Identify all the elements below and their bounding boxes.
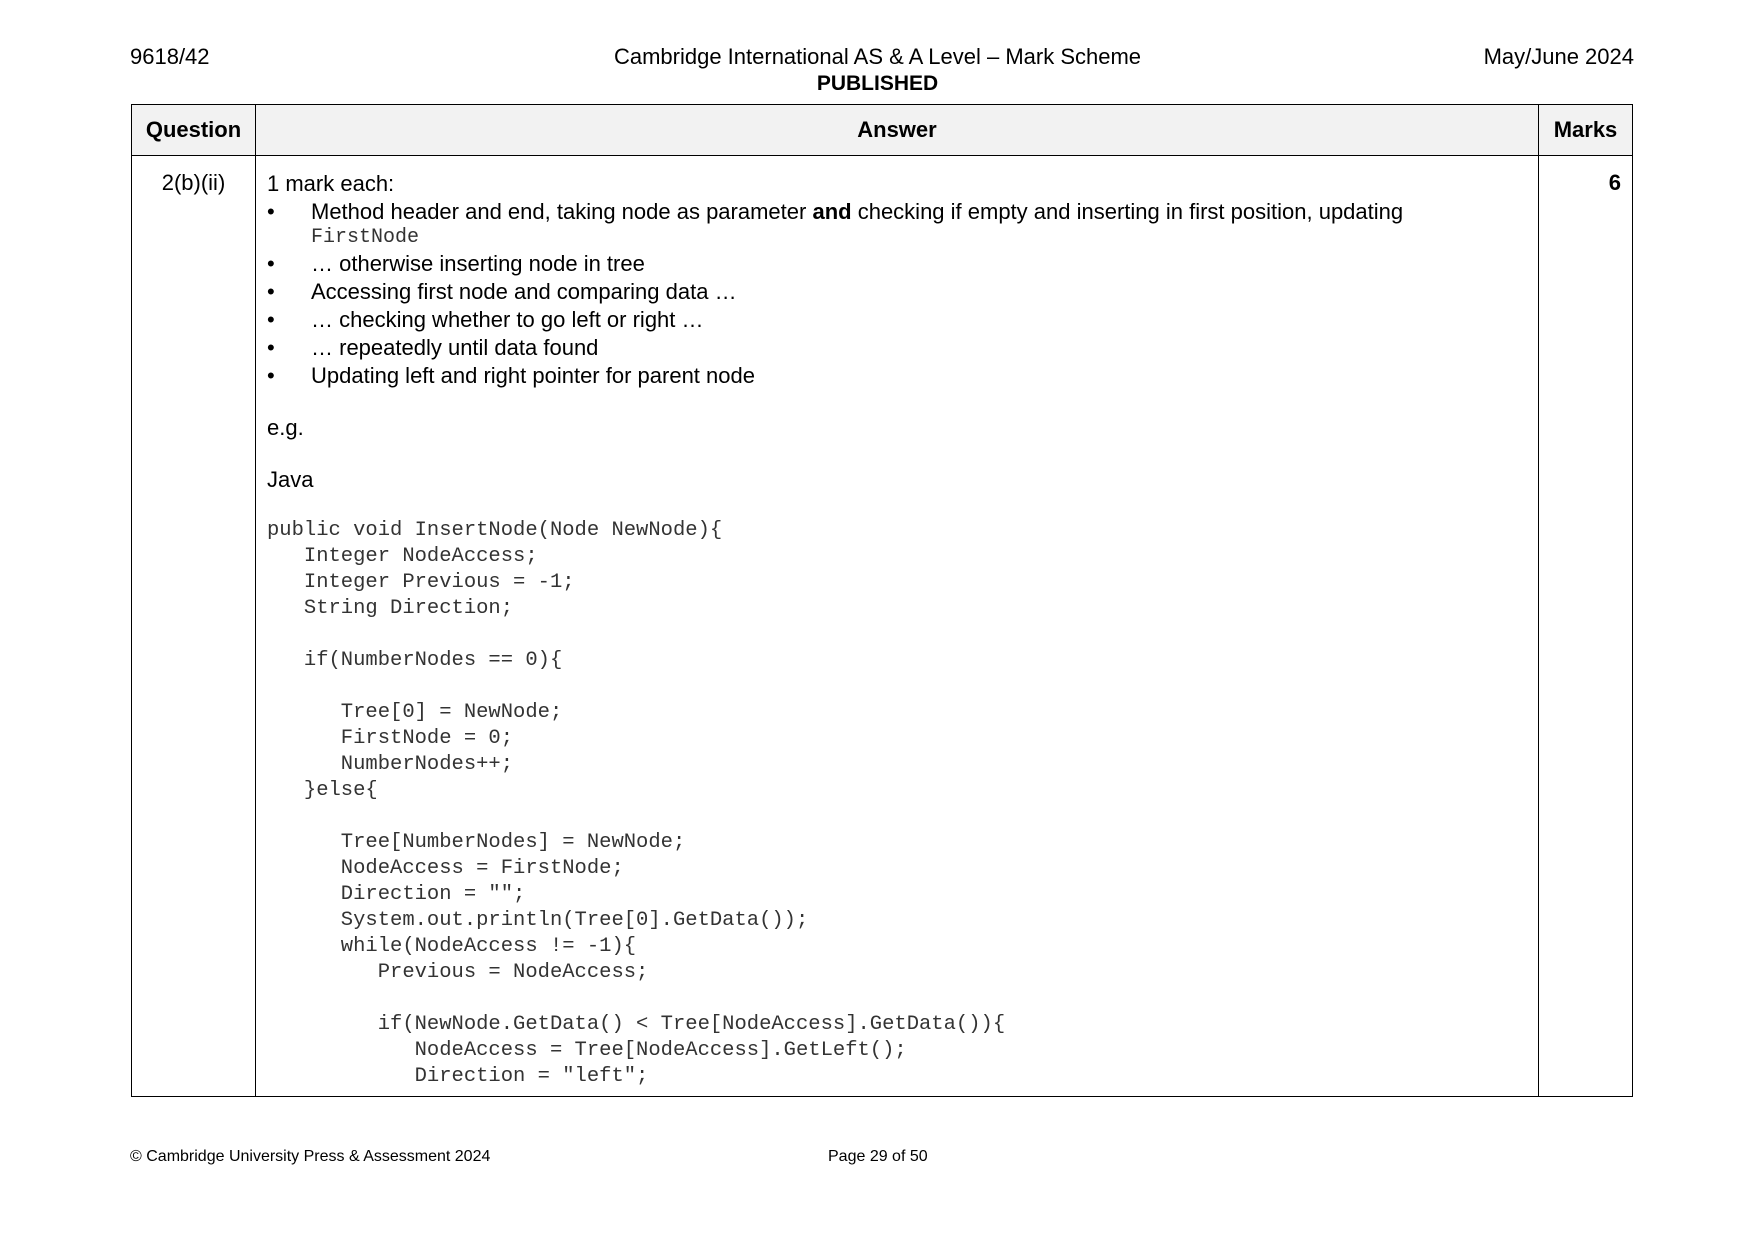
list-item <box>267 198 1526 250</box>
page-number: Page 29 of 50 <box>828 1148 928 1165</box>
answer-cell <box>256 156 1539 1097</box>
language-label: Java <box>267 467 314 492</box>
example-label: e.g. <box>267 415 304 440</box>
code-line: NodeAccess = FirstNode; <box>267 857 624 880</box>
code-line: }else{ <box>267 779 378 802</box>
code-line: Direction = "left"; <box>267 1065 649 1088</box>
exam-session: May/June 2024 <box>1483 44 1634 69</box>
list-item: • … repeatedly until data found <box>267 334 1526 362</box>
table-header-row <box>132 105 1633 156</box>
table-row <box>132 156 1633 1097</box>
marks-column-header: Marks <box>1539 105 1633 156</box>
code-line: NumberNodes++; <box>267 753 514 776</box>
code-line: Tree[0] = NewNode; <box>267 701 563 724</box>
bullet-code-term: FirstNode <box>311 226 420 249</box>
bullet-text-end: checking if empty and inserting in first position, updating <box>851 199 1404 224</box>
copyright-notice: © Cambridge University Press & Assessment 2024 <box>130 1148 491 1165</box>
list-item: • Updating left and right pointer for parent node <box>267 362 1526 390</box>
list-item: • … checking whether to go left or right … <box>267 306 1526 334</box>
answer-column-header: Answer <box>256 105 1539 156</box>
question-column-header: Question <box>132 105 256 156</box>
code-line: FirstNode = 0; <box>267 727 514 750</box>
marking-points <box>267 198 1526 390</box>
code-line <box>267 986 1526 1012</box>
code-line: Previous = NodeAccess; <box>267 961 649 984</box>
list-item: • Accessing first node and comparing data … <box>267 278 1526 306</box>
paper-code: 9618/42 <box>130 44 210 69</box>
code-line <box>267 674 1526 700</box>
mark-scheme-table <box>131 104 1633 1097</box>
list-item: • … otherwise inserting node in tree <box>267 250 1526 278</box>
question-number: 2(b)(ii) <box>132 156 256 1097</box>
marks-value: 6 <box>1539 156 1633 1097</box>
code-line: while(NodeAccess != -1){ <box>267 935 637 958</box>
code-line <box>267 804 1526 830</box>
published-label: PUBLISHED <box>816 72 939 95</box>
bullet-text-start: Method header and end, taking node as parameter <box>311 199 813 224</box>
code-line: String Direction; <box>267 597 514 620</box>
bullet-bold-word: and <box>812 199 852 224</box>
code-line: System.out.println(Tree[0].GetData()); <box>267 909 809 932</box>
code-block <box>267 518 1526 1090</box>
document-title: Cambridge International AS & A Level – Mark Scheme <box>613 44 1142 69</box>
code-line: Integer NodeAccess; <box>267 545 538 568</box>
code-line: public void InsertNode(Node NewNode){ <box>267 519 723 542</box>
code-line <box>267 622 1526 648</box>
answer-intro: 1 mark each: <box>267 171 395 196</box>
code-line: Tree[NumberNodes] = NewNode; <box>267 831 686 854</box>
code-line: Direction = ""; <box>267 883 526 906</box>
code-line: Integer Previous = -1; <box>267 571 575 594</box>
code-line: NodeAccess = Tree[NodeAccess].GetLeft(); <box>267 1039 907 1062</box>
code-line: if(NumberNodes == 0){ <box>267 649 563 672</box>
code-line: if(NewNode.GetData() < Tree[NodeAccess].GetData()){ <box>267 1013 1006 1036</box>
